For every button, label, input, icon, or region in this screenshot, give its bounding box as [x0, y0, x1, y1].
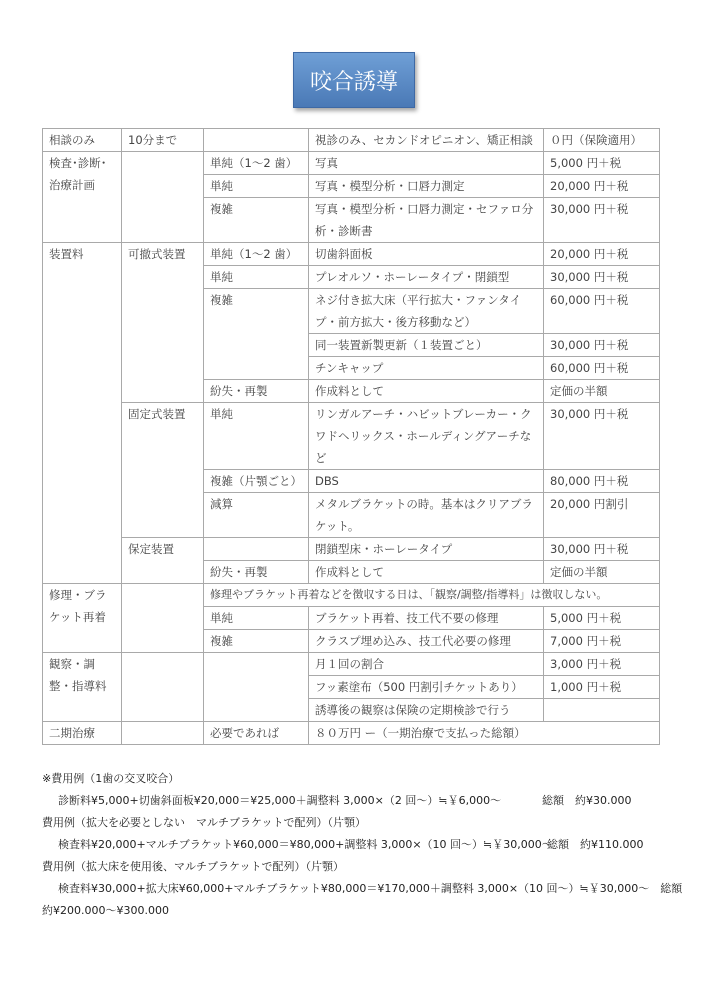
type-cell: 単純: [204, 403, 309, 470]
example-total: 総額 約¥110.000: [547, 838, 644, 851]
category-cell: 二期治療: [43, 722, 122, 745]
price-cell: 60,000 円＋税: [544, 357, 660, 380]
example-line: [42, 834, 667, 856]
type-cell: 減算: [204, 493, 309, 538]
description-cell: 切歯斜面板: [309, 243, 544, 266]
type-cell: [204, 653, 309, 722]
type-cell: 複雑: [204, 198, 309, 243]
category-cell: 検査･診断･治療計画: [43, 152, 122, 243]
description-cell: 作成料として: [309, 561, 544, 584]
type-cell: 紛失・再製: [204, 561, 309, 584]
description-cell: 写真: [309, 152, 544, 175]
table-row: [43, 653, 660, 676]
price-cell: 定価の半額: [544, 380, 660, 403]
price-cell: [544, 699, 660, 722]
description-cell: フッ素塗布（500 円割引チケットあり）: [309, 676, 544, 699]
repair-note: 修理やブラケット再着などを徴収する日は、「観察/調整/指導料」は徴収しない。: [204, 584, 660, 607]
example-line: 検査料¥30,000+拡大床¥60,000+マルチブラケット¥80,000＝¥170,000＋調整料 3,000×（10 回〜）≒￥30,000〜 総額: [58, 882, 683, 895]
cost-examples: [42, 768, 683, 922]
table-row: [43, 243, 660, 266]
price-cell: 3,000 円＋税: [544, 653, 660, 676]
example-total: 約¥200.000〜¥300.000: [42, 904, 169, 917]
description-cell: ８０万円 ー（一期治療で支払った総額）: [309, 722, 660, 745]
type-cell: [204, 538, 309, 561]
price-cell: 7,000 円＋税: [544, 630, 660, 653]
example-heading: ※費用例（1歯の交叉咬合）: [42, 772, 180, 785]
type-cell: 単純: [204, 175, 309, 198]
type-cell: 複雑: [204, 630, 309, 653]
price-cell: 5,000 円＋税: [544, 152, 660, 175]
description-cell: クラスプ埋め込み、技工代必要の修理: [309, 630, 544, 653]
price-cell: 定価の半額: [544, 561, 660, 584]
type-cell: 単純（1〜2 歯）: [204, 243, 309, 266]
type-cell: [204, 129, 309, 152]
price-cell: 60,000 円＋税: [544, 289, 660, 334]
description-cell: 誘導後の観察は保険の定期検診で行う: [309, 699, 544, 722]
type-cell: 必要であれば: [204, 722, 309, 745]
price-cell: 20,000 円＋税: [544, 243, 660, 266]
category-cell: 相談のみ: [43, 129, 122, 152]
price-cell: 80,000 円＋税: [544, 470, 660, 493]
subcategory-cell: 可撤式装置: [122, 243, 204, 403]
table-row: [43, 538, 660, 561]
price-cell: ０円（保険適用）: [544, 129, 660, 152]
price-cell: 20,000 円割引: [544, 493, 660, 538]
price-cell: 30,000 円＋税: [544, 198, 660, 243]
price-cell: 30,000 円＋税: [544, 403, 660, 470]
fee-table: [42, 128, 660, 745]
type-cell: 複雑（片顎ごと）: [204, 470, 309, 493]
table-row: [43, 152, 660, 175]
description-cell: 月１回の割合: [309, 653, 544, 676]
price-cell: 30,000 円＋税: [544, 538, 660, 561]
subcategory-cell: 保定装置: [122, 538, 204, 584]
type-cell: 単純: [204, 607, 309, 630]
subcategory-cell: 10分まで: [122, 129, 204, 152]
price-cell: 30,000 円＋税: [544, 334, 660, 357]
example-formula: 検査料¥20,000+マルチブラケット¥60,000＝¥80,000+調整料 3,000×（10 回〜）≒￥30,000〜: [58, 838, 553, 851]
page-title: 咬合誘導: [293, 52, 415, 108]
type-cell: 紛失・再製: [204, 380, 309, 403]
price-cell: 5,000 円＋税: [544, 607, 660, 630]
category-cell: 修理・ブラケット再着: [43, 584, 122, 653]
table-row: [43, 722, 660, 745]
subcategory-cell: 固定式装置: [122, 403, 204, 538]
type-cell: 単純: [204, 266, 309, 289]
description-cell: チンキャップ: [309, 357, 544, 380]
example-line: [42, 790, 667, 812]
example-heading: 費用例（拡大を必要としない マルチブラケットで配列）（片顎）: [42, 816, 366, 829]
category-cell: 装置料: [43, 243, 122, 584]
price-cell: 1,000 円＋税: [544, 676, 660, 699]
description-cell: ネジ付き拡大床（平行拡大・ファンタイプ・前方拡大・後方移動など）: [309, 289, 544, 334]
description-cell: 写真・模型分析・口唇力測定: [309, 175, 544, 198]
type-cell: 単純（1〜2 歯）: [204, 152, 309, 175]
example-total: 総額 約¥30.000: [542, 794, 632, 807]
description-cell: 視診のみ、セカンドオピニオン、矯正相談: [309, 129, 544, 152]
price-cell: 30,000 円＋税: [544, 266, 660, 289]
subcategory-cell: [122, 722, 204, 745]
category-cell: 観察・調整・指導料: [43, 653, 122, 722]
description-cell: ブラケット再着、技工代不要の修理: [309, 607, 544, 630]
description-cell: 閉鎖型床・ホーレータイプ: [309, 538, 544, 561]
subcategory-cell: [122, 152, 204, 243]
description-cell: 写真・模型分析・口唇力測定・セファロ分析・診断書: [309, 198, 544, 243]
price-cell: 20,000 円＋税: [544, 175, 660, 198]
description-cell: プレオルソ・ホーレータイプ・閉鎖型: [309, 266, 544, 289]
type-cell: 複雑: [204, 289, 309, 380]
description-cell: 同一装置新製更新（１装置ごと）: [309, 334, 544, 357]
description-cell: DBS: [309, 470, 544, 493]
subcategory-cell: [122, 653, 204, 722]
subcategory-cell: [122, 584, 204, 653]
table-row: [43, 403, 660, 470]
example-formula: 診断料¥5,000+切歯斜面板¥20,000＝¥25,000＋調整料 3,000×（2 回〜）≒￥6,000〜: [58, 794, 502, 807]
table-row: [43, 129, 660, 152]
example-heading: 費用例（拡大床を使用後、マルチブラケットで配列）（片顎）: [42, 860, 344, 873]
table-row: [43, 584, 660, 607]
description-cell: リンガルアーチ・ハビットブレーカー・クワドヘリックス・ホールディングアーチなど: [309, 403, 544, 470]
description-cell: メタルブラケットの時。基本はクリアブラケット。: [309, 493, 544, 538]
description-cell: 作成料として: [309, 380, 544, 403]
